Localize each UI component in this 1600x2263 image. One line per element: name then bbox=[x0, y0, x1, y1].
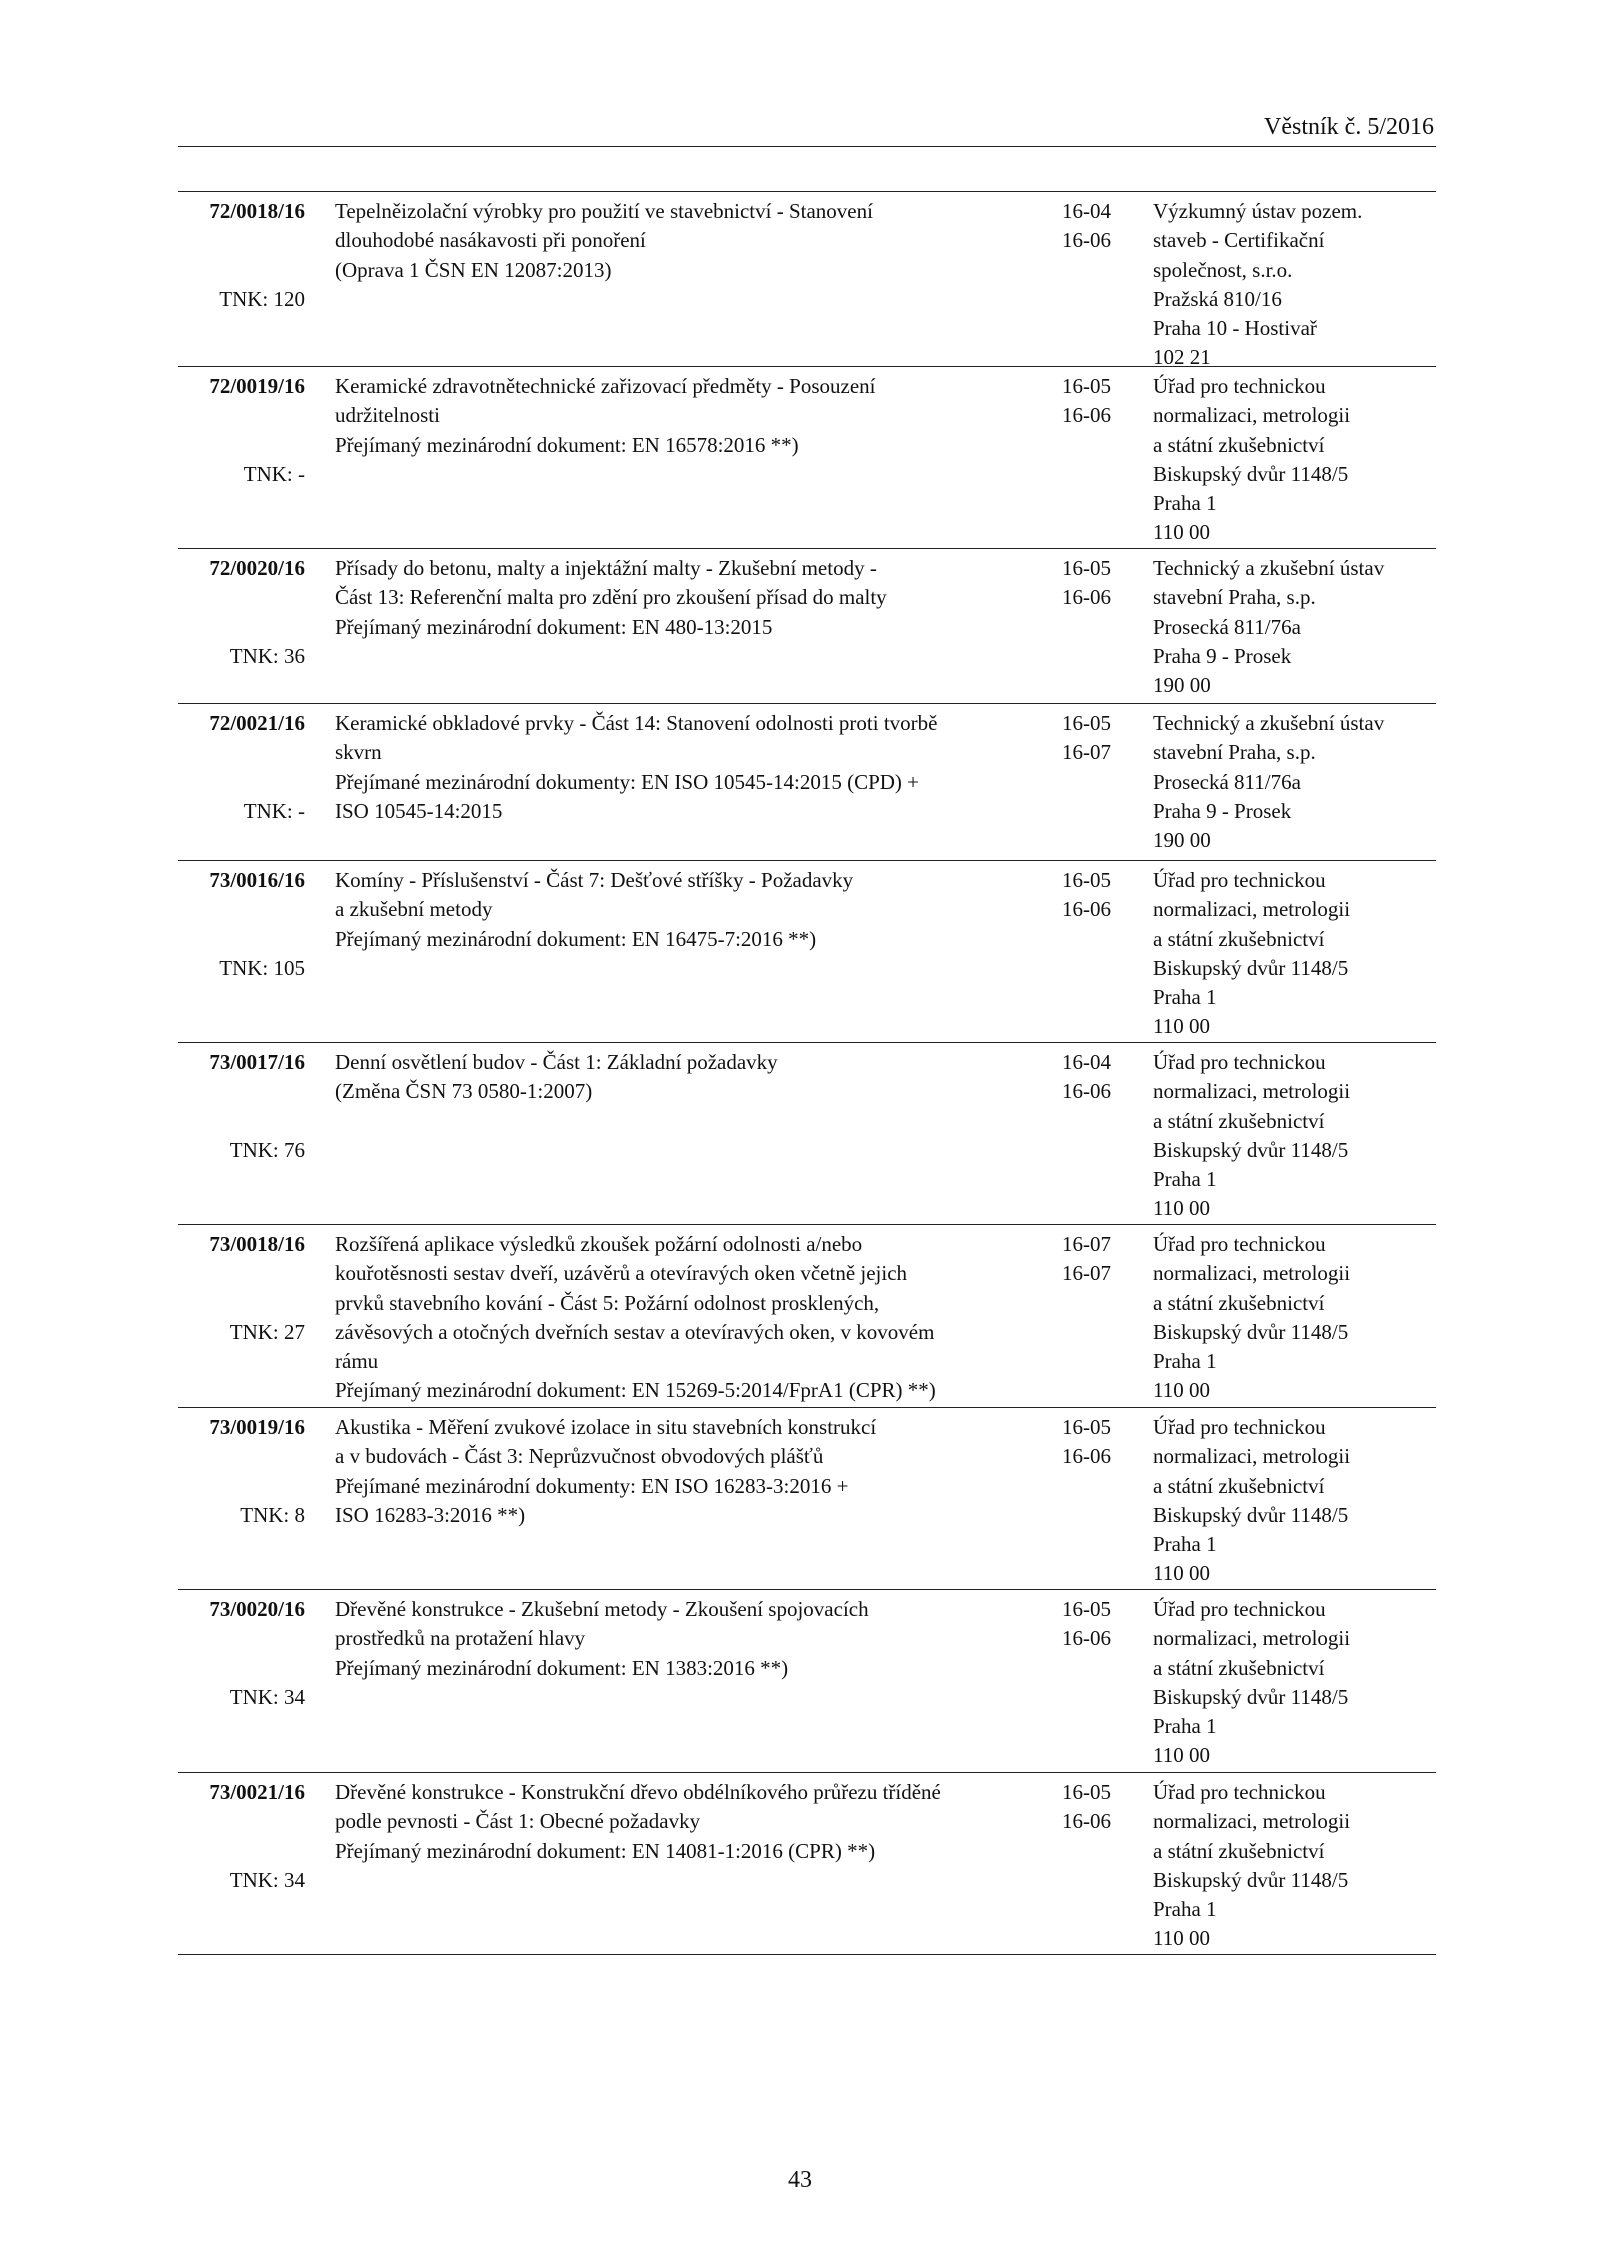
description-cell bbox=[335, 866, 1035, 954]
description-cell-line: a v budovách - Část 3: Neprůzvučnost obvodových plášťů bbox=[335, 1444, 824, 1469]
dates-cell bbox=[1062, 709, 1132, 768]
dates-cell-line: 16-05 bbox=[1062, 1415, 1111, 1439]
dates-cell-line: 16-05 bbox=[1062, 556, 1111, 580]
organization-cell-line: Technický a zkušební ústav bbox=[1153, 556, 1385, 580]
description-cell-line: Přejímaný mezinárodní dokument: EN 1383:2016 **) bbox=[335, 1655, 789, 1680]
entry-id-cell bbox=[178, 197, 305, 314]
description-cell-line: Část 13: Referenční malta pro zdění pro zkoušení přísad do malty bbox=[335, 585, 887, 610]
organization-cell-line: 110 00 bbox=[1153, 1378, 1210, 1403]
entry-id-cell bbox=[178, 1048, 305, 1165]
description-cell-line: Přejímaný mezinárodní dokument: EN 16475-7:2016 **) bbox=[335, 926, 817, 951]
organization-cell-line: Praha 1 bbox=[1153, 1532, 1217, 1557]
description-cell-line: (Oprava 1 ČSN EN 12087:2013) bbox=[335, 257, 612, 282]
description-cell-line: Přejímané mezinárodní dokumenty: EN ISO 16283-3:2016 + bbox=[335, 1473, 849, 1498]
organization-cell bbox=[1153, 1413, 1438, 1589]
organization-cell-line: Praha 1 bbox=[1153, 491, 1217, 516]
description-cell-line: dlouhodobé nasákavosti při ponoření bbox=[335, 228, 646, 253]
organization-cell-line: 110 00 bbox=[1153, 1196, 1210, 1221]
page-number: 43 bbox=[788, 2167, 812, 2193]
dates-cell-line: 16-06 bbox=[1062, 1626, 1111, 1651]
organization-cell-line: staveb - Certifikační bbox=[1153, 228, 1325, 253]
description-cell bbox=[335, 709, 1035, 826]
organization-cell-line: Úřad pro technickou bbox=[1153, 374, 1326, 398]
tnk-label: TNK: 27 bbox=[229, 1319, 305, 1344]
description-cell-line: (Změna ČSN 73 0580-1:2007) bbox=[335, 1079, 593, 1104]
page-header bbox=[178, 110, 1436, 147]
description-cell-line: Keramické obkladové prvky - Část 14: Stanovení odolnosti proti tvorbě bbox=[335, 711, 938, 735]
organization-cell-line: normalizaci, metrologii bbox=[1153, 1626, 1351, 1651]
description-cell-line: skvrn bbox=[335, 740, 382, 765]
description-cell-line: podle pevnosti - Část 1: Obecné požadavky bbox=[335, 1809, 701, 1834]
entry-id-cell bbox=[178, 866, 305, 983]
dates-cell-line: 16-06 bbox=[1062, 403, 1111, 428]
entry-number: 73/0020/16 bbox=[209, 1597, 305, 1621]
organization-cell-line: 110 00 bbox=[1153, 1743, 1210, 1768]
description-cell-line: Dřevěné konstrukce - Zkušební metody - Zkoušení spojovacích bbox=[335, 1597, 869, 1621]
organization-cell-line: Biskupský dvůr 1148/5 bbox=[1153, 1684, 1349, 1709]
organization-cell-line: normalizaci, metrologii bbox=[1153, 403, 1351, 428]
description-cell-line: Denní osvětlení budov - Část 1: Základní požadavky bbox=[335, 1050, 778, 1074]
entry-number: 72/0018/16 bbox=[209, 199, 305, 223]
organization-cell-line: normalizaci, metrologii bbox=[1153, 1444, 1351, 1469]
description-cell-line: Přísady do betonu, malty a injektážní malty - Zkušební metody - bbox=[335, 556, 877, 580]
description-cell-line: udržitelnosti bbox=[335, 403, 440, 428]
entry-id-cell bbox=[178, 1413, 305, 1530]
description-cell-line: Přejímaný mezinárodní dokument: EN 480-13:2015 bbox=[335, 614, 773, 639]
entry-id-cell bbox=[178, 1778, 305, 1895]
organization-cell-line: Praha 9 - Prosek bbox=[1153, 798, 1292, 823]
organization-cell-line: Praha 1 bbox=[1153, 1167, 1217, 1192]
organization-cell-line: 190 00 bbox=[1153, 828, 1211, 853]
description-cell bbox=[335, 1048, 1035, 1107]
table-row bbox=[178, 1589, 1436, 1772]
organization-cell-line: Biskupský dvůr 1148/5 bbox=[1153, 1137, 1349, 1162]
description-cell-line: rámu bbox=[335, 1349, 379, 1374]
entry-number: 72/0020/16 bbox=[209, 556, 305, 580]
dates-cell-line: 16-04 bbox=[1062, 199, 1111, 223]
organization-cell bbox=[1153, 1048, 1438, 1224]
organization-cell-line: stavební Praha, s.p. bbox=[1153, 585, 1316, 610]
organization-cell bbox=[1153, 197, 1438, 373]
dates-cell bbox=[1062, 866, 1132, 925]
table-row bbox=[178, 703, 1436, 860]
description-cell-line: a zkušební metody bbox=[335, 897, 493, 922]
organization-cell-line: a státní zkušebnictví bbox=[1153, 432, 1325, 457]
description-cell-line: ISO 10545-14:2015 bbox=[335, 798, 503, 823]
organization-cell-line: Úřad pro technickou bbox=[1153, 1050, 1326, 1074]
organization-cell-line: 102 21 bbox=[1153, 345, 1211, 370]
description-cell-line: Dřevěné konstrukce - Konstrukční dřevo obdélníkového průřezu tříděné bbox=[335, 1780, 941, 1804]
dates-cell-line: 16-05 bbox=[1062, 374, 1111, 398]
organization-cell bbox=[1153, 709, 1438, 855]
organization-cell-line: Praha 1 bbox=[1153, 1897, 1217, 1922]
description-cell bbox=[335, 554, 1035, 642]
organization-cell bbox=[1153, 1230, 1438, 1406]
organization-cell-line: normalizaci, metrologii bbox=[1153, 1809, 1351, 1834]
dates-cell bbox=[1062, 1048, 1132, 1107]
organization-cell-line: Praha 10 - Hostivař bbox=[1153, 316, 1317, 341]
dates-cell-line: 16-05 bbox=[1062, 1597, 1111, 1621]
organization-cell-line: a státní zkušebnictví bbox=[1153, 1838, 1325, 1863]
organization-cell bbox=[1153, 554, 1438, 700]
description-cell-line: Přejímané mezinárodní dokumenty: EN ISO 10545-14:2015 (CPD) + bbox=[335, 769, 920, 794]
organization-cell bbox=[1153, 372, 1438, 548]
tnk-label: TNK: 8 bbox=[240, 1502, 305, 1527]
description-cell bbox=[335, 1778, 1035, 1866]
dates-cell-line: 16-06 bbox=[1062, 1079, 1111, 1104]
organization-cell-line: Biskupský dvůr 1148/5 bbox=[1153, 955, 1349, 980]
table-row bbox=[178, 1772, 1436, 1955]
dates-cell bbox=[1062, 372, 1132, 431]
description-cell-line: Akustika - Měření zvukové izolace in situ stavebních konstrukcí bbox=[335, 1415, 877, 1439]
tnk-label: TNK: - bbox=[243, 798, 305, 823]
entry-id-cell bbox=[178, 709, 305, 826]
organization-cell bbox=[1153, 1595, 1438, 1771]
organization-cell-line: Praha 1 bbox=[1153, 1349, 1217, 1374]
dates-cell-line: 16-06 bbox=[1062, 1444, 1111, 1469]
dates-cell-line: 16-07 bbox=[1062, 1261, 1111, 1286]
organization-cell-line: a státní zkušebnictví bbox=[1153, 1655, 1325, 1680]
entry-number: 72/0019/16 bbox=[209, 374, 305, 398]
tnk-label: TNK: - bbox=[243, 461, 305, 486]
organization-cell-line: a státní zkušebnictví bbox=[1153, 926, 1325, 951]
dates-cell bbox=[1062, 1413, 1132, 1472]
entry-id-cell bbox=[178, 372, 305, 489]
organization-cell-line: společnost, s.r.o. bbox=[1153, 257, 1293, 282]
description-cell-line: Tepelněizolační výrobky pro použití ve stavebnictví - Stanovení bbox=[335, 199, 873, 223]
dates-cell-line: 16-05 bbox=[1062, 711, 1111, 735]
dates-cell-line: 16-07 bbox=[1062, 740, 1111, 765]
organization-cell-line: Technický a zkušební ústav bbox=[1153, 711, 1385, 735]
organization-cell-line: Pražská 810/16 bbox=[1153, 286, 1282, 311]
dates-cell bbox=[1062, 1778, 1132, 1837]
organization-cell-line: a státní zkušebnictví bbox=[1153, 1290, 1325, 1315]
dates-cell bbox=[1062, 1230, 1132, 1289]
entry-id-cell bbox=[178, 1230, 305, 1347]
organization-cell-line: Prosecká 811/76a bbox=[1153, 614, 1301, 639]
organization-cell-line: Biskupský dvůr 1148/5 bbox=[1153, 461, 1349, 486]
organization-cell-line: normalizaci, metrologii bbox=[1153, 1261, 1351, 1286]
entry-number: 73/0017/16 bbox=[209, 1050, 305, 1074]
organization-cell-line: Praha 9 - Prosek bbox=[1153, 643, 1292, 668]
table-row bbox=[178, 548, 1436, 703]
entry-number: 73/0016/16 bbox=[209, 868, 305, 892]
tnk-label: TNK: 34 bbox=[229, 1684, 305, 1709]
organization-cell-line: a státní zkušebnictví bbox=[1153, 1473, 1325, 1498]
table-row bbox=[178, 1407, 1436, 1589]
entry-number: 73/0021/16 bbox=[209, 1780, 305, 1804]
organization-cell-line: Biskupský dvůr 1148/5 bbox=[1153, 1502, 1349, 1527]
organization-cell-line: normalizaci, metrologii bbox=[1153, 1079, 1351, 1104]
organization-cell-line: Výzkumný ústav pozem. bbox=[1153, 199, 1363, 223]
organization-cell-line: a státní zkušebnictví bbox=[1153, 1108, 1325, 1133]
organization-cell-line: 110 00 bbox=[1153, 1926, 1210, 1951]
description-cell bbox=[335, 1413, 1035, 1530]
dates-cell-line: 16-05 bbox=[1062, 868, 1111, 892]
description-cell bbox=[335, 1595, 1035, 1683]
organization-cell-line: Prosecká 811/76a bbox=[1153, 769, 1301, 794]
tnk-label: TNK: 34 bbox=[229, 1867, 305, 1892]
entry-id-cell bbox=[178, 1595, 305, 1712]
description-cell-line: závěsových a otočných dveřních sestav a otevíravých oken, v kovovém bbox=[335, 1319, 935, 1344]
description-cell-line: Rozšířená aplikace výsledků zkoušek požární odolnosti a/nebo bbox=[335, 1232, 863, 1256]
organization-cell-line: 110 00 bbox=[1153, 1014, 1210, 1039]
dates-cell bbox=[1062, 1595, 1132, 1654]
entry-number: 73/0019/16 bbox=[209, 1415, 305, 1439]
organization-cell-line: stavební Praha, s.p. bbox=[1153, 740, 1316, 765]
organization-cell-line: Biskupský dvůr 1148/5 bbox=[1153, 1867, 1349, 1892]
description-cell-line: ISO 16283-3:2016 **) bbox=[335, 1502, 526, 1527]
description-cell-line: Přejímaný mezinárodní dokument: EN 15269-5:2014/FprA1 (CPR) **) bbox=[335, 1378, 936, 1403]
organization-cell-line: Praha 1 bbox=[1153, 985, 1217, 1010]
dates-cell bbox=[1062, 197, 1132, 256]
description-cell bbox=[335, 372, 1035, 460]
organization-cell-line: Praha 1 bbox=[1153, 1714, 1217, 1739]
organization-cell bbox=[1153, 1778, 1438, 1954]
tnk-label: TNK: 120 bbox=[219, 286, 305, 311]
dates-cell-line: 16-06 bbox=[1062, 228, 1111, 253]
organization-cell-line: Úřad pro technickou bbox=[1153, 1232, 1326, 1256]
table-row bbox=[178, 1042, 1436, 1224]
dates-cell-line: 16-06 bbox=[1062, 1809, 1111, 1834]
description-cell-line: Komíny - Příslušenství - Část 7: Dešťové stříšky - Požadavky bbox=[335, 868, 854, 892]
dates-cell-line: 16-05 bbox=[1062, 1780, 1111, 1804]
entry-number: 73/0018/16 bbox=[209, 1232, 305, 1256]
organization-cell bbox=[1153, 866, 1438, 1042]
table-row bbox=[178, 860, 1436, 1042]
organization-cell-line: Úřad pro technickou bbox=[1153, 1415, 1326, 1439]
description-cell bbox=[335, 197, 1035, 285]
organization-cell-line: Úřad pro technickou bbox=[1153, 868, 1326, 892]
dates-cell-line: 16-06 bbox=[1062, 897, 1111, 922]
table-row bbox=[178, 366, 1436, 548]
table-row bbox=[178, 1224, 1436, 1407]
organization-cell-line: 110 00 bbox=[1153, 520, 1210, 545]
dates-cell bbox=[1062, 554, 1132, 613]
description-cell bbox=[335, 1230, 1035, 1406]
entry-number: 72/0021/16 bbox=[209, 711, 305, 735]
entry-id-cell bbox=[178, 554, 305, 671]
organization-cell-line: normalizaci, metrologii bbox=[1153, 897, 1351, 922]
description-cell-line: Keramické zdravotnětechnické zařizovací předměty - Posouzení bbox=[335, 374, 876, 398]
organization-cell-line: Úřad pro technickou bbox=[1153, 1780, 1326, 1804]
organization-cell-line: Úřad pro technickou bbox=[1153, 1597, 1326, 1621]
dates-cell-line: 16-04 bbox=[1062, 1050, 1111, 1074]
organization-cell-line: Biskupský dvůr 1148/5 bbox=[1153, 1319, 1349, 1344]
description-cell-line: prostředků na protažení hlavy bbox=[335, 1626, 586, 1651]
description-cell-line: kouřotěsnosti sestav dveří, uzávěrů a otevíravých oken včetně jejich bbox=[335, 1261, 908, 1286]
dates-cell-line: 16-06 bbox=[1062, 585, 1111, 610]
tnk-label: TNK: 105 bbox=[219, 955, 305, 980]
table-row bbox=[178, 191, 1436, 370]
dates-cell-line: 16-07 bbox=[1062, 1232, 1111, 1256]
journal-title: Věstník č. 5/2016 bbox=[1264, 114, 1434, 140]
description-cell-line: Přejímaný mezinárodní dokument: EN 14081-1:2016 (CPR) **) bbox=[335, 1838, 876, 1863]
tnk-label: TNK: 76 bbox=[229, 1137, 305, 1162]
tnk-label: TNK: 36 bbox=[229, 643, 305, 668]
standards-table bbox=[178, 191, 1436, 1955]
description-cell-line: prvků stavebního kování - Část 5: Požární odolnost prosklených, bbox=[335, 1290, 880, 1315]
description-cell-line: Přejímaný mezinárodní dokument: EN 16578:2016 **) bbox=[335, 432, 799, 457]
organization-cell-line: 190 00 bbox=[1153, 673, 1211, 698]
organization-cell-line: 110 00 bbox=[1153, 1561, 1210, 1586]
